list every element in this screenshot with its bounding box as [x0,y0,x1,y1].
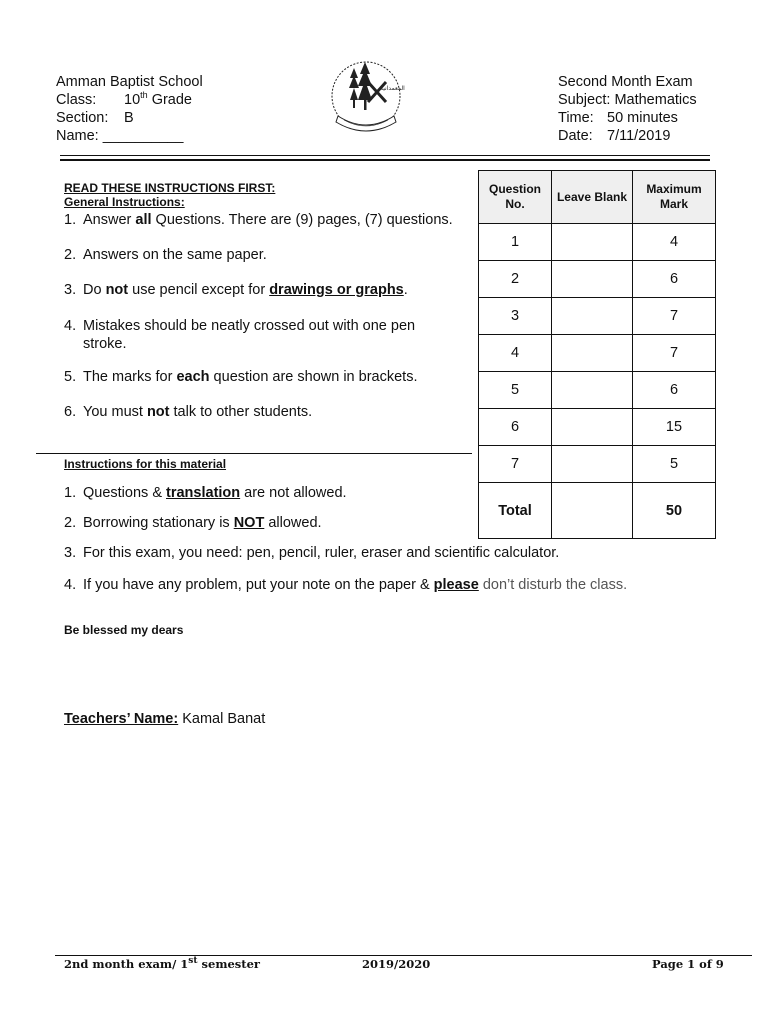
date-label: Date: [558,128,593,144]
general-item-2: 2. Answers on the same paper. [64,247,267,263]
general-item-4: 4. Mistakes should be neatly crossed out with one pen stroke. [64,318,416,352]
maximum-mark: 6 [633,261,716,298]
marks-table-header [479,171,716,224]
footer-rule [55,955,752,956]
leave-blank-cell [552,446,633,483]
subject-label: Subject: [558,92,611,108]
section-value: B [124,110,134,126]
leave-blank-cell [552,298,633,335]
teacher-line [64,711,265,727]
general-item-6: 6. You must not talk to other students. [64,404,313,420]
header-rule-thick [60,159,710,161]
general-item-5: 5. The marks for each question are shown in brackets. [64,369,418,385]
table-total-row [479,483,716,539]
name-label: Name: [56,128,99,144]
leave-blank-cell [552,261,633,298]
header-question-no: Question No. [479,171,552,224]
header-leave-blank: Leave Blank [552,171,633,224]
total-label: Total [479,483,552,539]
maximum-mark: 7 [633,335,716,372]
school-seal-icon [324,56,408,140]
table-row [479,372,716,409]
table-row [479,298,716,335]
footer-left: 2nd month exam/ 1st semester [64,956,260,971]
header-right [558,73,697,145]
maximum-mark: 5 [633,446,716,483]
svg-text:ﺍﻟﻤﻌﻤﺪﺍﻧﻴﺔ: ﺍﻟﻤﻌﻤﺪﺍﻧﻴﺔ [380,85,405,92]
header-left [56,73,203,145]
maximum-mark: 15 [633,409,716,446]
header-rule-thin [60,155,710,156]
section-divider [36,453,472,454]
maximum-mark: 4 [633,224,716,261]
leave-blank-cell [552,335,633,372]
material-heading: Instructions for this material [64,457,227,471]
section-label: Section: [56,110,109,126]
material-item-4: 4. If you have any problem, put your note on the paper & please don’t disturb the class. [64,577,628,593]
question-number: 3 [479,298,552,335]
class-label: Class: [56,92,97,108]
material-item-3: 3. For this exam, you need: pen, pencil, ruler, eraser and scientific calculator. [64,545,560,561]
class-line [56,91,203,109]
exam-title: Second Month Exam [558,74,693,90]
total-blank-cell [552,483,633,539]
subject-value: Mathematics [614,92,697,108]
table-row [479,409,716,446]
name-blank[interactable]: __________ [102,128,184,144]
general-item-1: 1. Answer all Questions. There are (9) pages, (7) questions. [64,212,453,228]
name-line [56,127,203,145]
time-line [558,109,697,127]
class-grade-num: 10 [124,92,141,108]
general-instructions-heading: General Instructions: [64,195,185,209]
footer-center: 2019/2020 [362,957,431,971]
question-number: 6 [479,409,552,446]
question-number: 5 [479,372,552,409]
material-item-2: 2. Borrowing stationary is NOT allowed. [64,515,322,531]
footer-page-number: Page 1 of 9 [652,957,724,971]
date-line [558,127,697,145]
header-maximum-mark: Maximum Mark [633,171,716,224]
school-name: Amman Baptist School [56,74,203,90]
leave-blank-cell [552,409,633,446]
date-value: 7/11/2019 [607,128,671,144]
general-item-3: 3. Do not use pencil except for drawings or graphs. [64,282,408,298]
teacher-label: Teachers’ Name: [64,711,179,727]
maximum-mark: 6 [633,372,716,409]
question-number: 7 [479,446,552,483]
subject-line [558,91,697,109]
table-row [479,446,716,483]
marks-table [478,170,716,539]
maximum-mark: 7 [633,298,716,335]
teacher-name: Kamal Banat [182,711,266,727]
table-row [479,261,716,298]
class-grade-word: Grade [151,92,192,108]
total-value: 50 [633,483,716,539]
material-item-1: 1. Questions & translation are not allowed. [64,485,347,501]
section-line [56,109,203,127]
question-number: 1 [479,224,552,261]
question-number: 2 [479,261,552,298]
time-value: 50 minutes [607,110,678,126]
blessing-text: Be blessed my dears [64,623,184,637]
leave-blank-cell [552,372,633,409]
leave-blank-cell [552,224,633,261]
class-grade-sup: th [140,90,148,101]
table-row [479,224,716,261]
instructions-heading: READ THESE INSTRUCTIONS FIRST: [64,181,276,195]
question-number: 4 [479,335,552,372]
time-label: Time: [558,110,594,126]
table-row [479,335,716,372]
